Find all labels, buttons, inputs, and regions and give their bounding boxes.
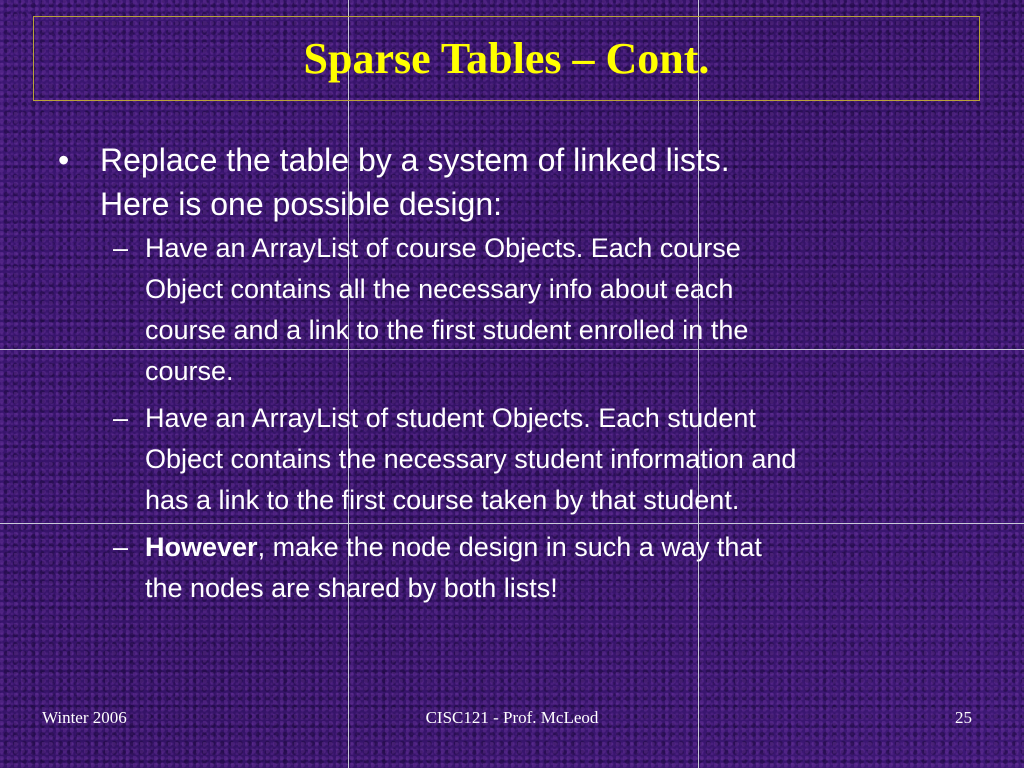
sub-bullet — [58, 228, 988, 392]
sub-bullet-line: the nodes are shared by both lists! — [145, 573, 558, 603]
emphasis-text: However — [145, 532, 258, 562]
slide-content — [58, 138, 988, 615]
dash-icon: – — [113, 233, 129, 263]
footer-course: CISC121 - Prof. McLeod — [425, 708, 599, 727]
sub-bullet-line: course and a link to the first student enrolled in the — [145, 315, 749, 345]
sub-bullet-text — [145, 228, 988, 392]
sub-bullet-line: , make the node design in such a way that — [257, 532, 762, 562]
bullet-icon: • — [58, 142, 70, 178]
slide-title: Sparse Tables – Cont. — [303, 33, 710, 83]
title-box — [33, 16, 980, 101]
slide-number: 25 — [955, 708, 972, 727]
sub-bullet — [58, 398, 988, 521]
dash-icon: – — [113, 532, 129, 562]
sub-bullet-list — [58, 228, 988, 609]
footer-date: Winter 2006 — [42, 708, 127, 727]
sub-bullet — [58, 527, 988, 609]
bullet-line: Here is one possible design: — [100, 186, 503, 222]
sub-bullet-line: Object contains all the necessary info about each — [145, 274, 734, 304]
bullet-line: Replace the table by a system of linked lists. — [100, 142, 730, 178]
sub-bullet-line: Object contains the necessary student information and — [145, 444, 797, 474]
main-bullet — [58, 138, 988, 226]
sub-bullet-line: course. — [145, 356, 234, 386]
dash-icon: – — [113, 403, 129, 433]
sub-bullet-line: has a link to the first course taken by that student. — [145, 485, 740, 515]
sub-bullet-text — [145, 527, 988, 609]
sub-bullet-line: Have an ArrayList of course Objects. Each course — [145, 233, 741, 263]
bullet-text — [100, 138, 988, 226]
sub-bullet-line: Have an ArrayList of student Objects. Each student — [145, 403, 756, 433]
sub-bullet-text — [145, 398, 988, 521]
